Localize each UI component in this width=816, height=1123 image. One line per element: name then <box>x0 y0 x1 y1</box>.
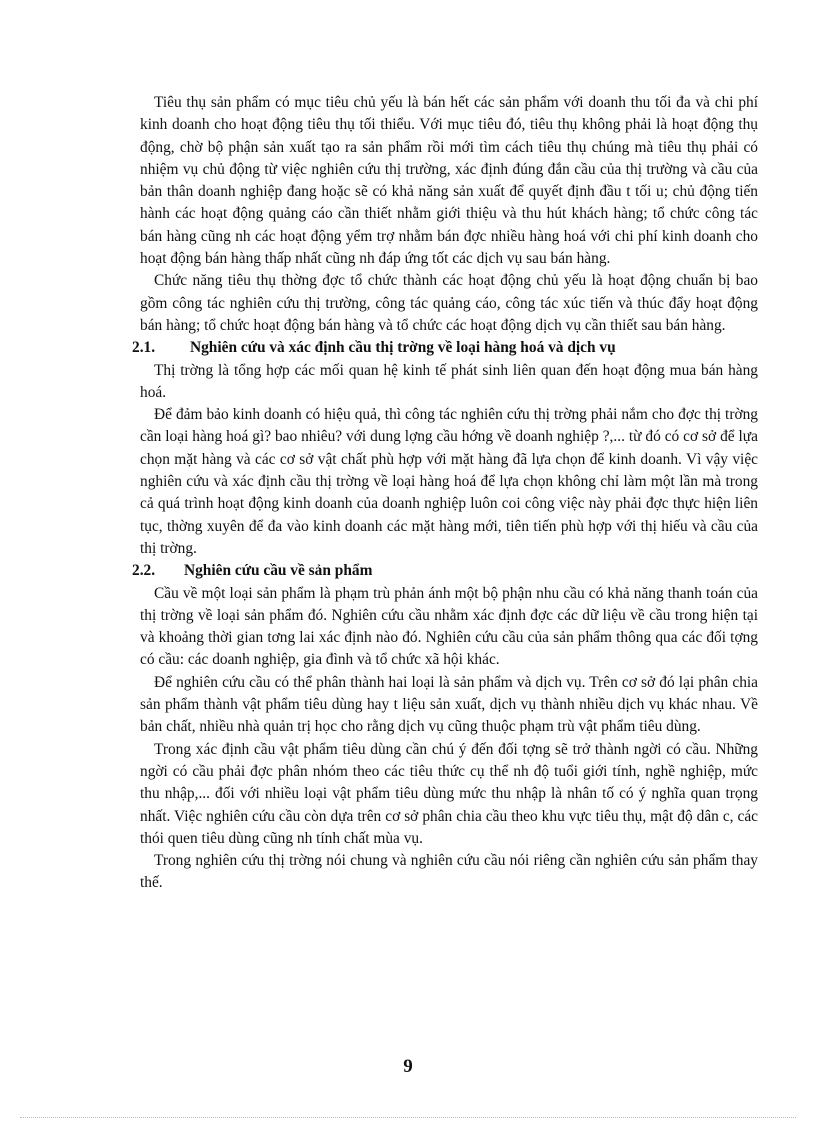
paragraph: Để nghiên cứu cầu có thể phân thành hai loại là sản phẩm và dịch vụ. Trên cơ sở đó lại phân chia sản phẩm thành vật phẩm tiêu dùng hay t liệu sản xuất, dịch vụ thành nhiều dịch vụ khác nhau. Về bản chất, nhiều nhà quản trị học cho rằng dịch vụ cũng thuộc phạm trù vật phẩm tiêu dùng. <box>140 673 758 736</box>
paragraph: Tiêu thụ sản phẩm có mục tiêu chủ yếu là bán hết các sản phẩm với doanh thu tối đa và chi phí kinh doanh cho hoạt động tiêu thụ tối thiểu. Với mục tiêu đó, tiêu thụ không phải là hoạt động thụ động, chờ bộ phận sản xuất tạo ra sản phẩm rồi mới tìm cách tiêu thụ chúng mà tiêu thụ phải có nhiệm vụ chủ động từ việc nghiên cứu thị trường, xác định đúng đắn cầu của thị trường và cầu của bản thân doanh nghiệp đang hoặc sẽ có khả năng sản xuất để quyết định đầu t tối u; chủ động tiến hành các hoạt động quảng cáo cần thiết nhằm giới thiệu và thu hút khách hàng; tổ chức công tác bán hàng cũng nh các hoạt động yểm trợ nhằm bán đợc nhiều hàng hoá với chi phí kinh doanh cho hoạt động bán hàng thấp nhất cũng nh đáp ứng tốt các dịch vụ sau bán hàng. <box>140 94 758 268</box>
section-heading-2-2 <box>132 560 758 582</box>
paragraph: Thị trờng là tổng hợp các mối quan hệ kinh tế phát sinh liên quan đến hoạt động mua bán hàng hoá. <box>140 361 758 401</box>
paragraph: Trong xác định cầu vật phẩm tiêu dùng cần chú ý đến đối tợng sẽ trở thành ngời có cầu. Những ngời có cầu phải đợc phân nhóm theo các tiêu thức cụ thể nh độ tuổi giới tính, nghề nghiệp, mức thu nhập,... đối với nhiều loại vật phẩm tiêu dùng mức thu nhập là nhân tố có ý nghĩa quan trọng nhất. Việc nghiên cứu cầu còn dựa trên cơ sở phân chia cầu theo khu vực tiêu thụ, mật độ dân c, các thói quen tiêu dùng cũng nh tính chất mùa vụ. <box>140 740 758 847</box>
section-number: 2.2. <box>132 562 156 580</box>
page-number: 9 <box>403 1056 413 1077</box>
paragraph: Trong nghiên cứu thị trờng nói chung và nghiên cứu cầu nói riêng cần nghiên cứu sản phẩm thay thế. <box>140 852 758 892</box>
paragraph: Chức năng tiêu thụ thờng đợc tổ chức thành các hoạt động chủ yếu là hoạt động chuẩn bị bao gồm công tác nghiên cứu thị trường, công tác quảng cáo, công tác xúc tiến và thúc đẩy hoạt động bán hàng; tổ chức hoạt động bán hàng và tổ chức các hoạt động dịch vụ cần thiết sau bán hàng. <box>140 272 758 334</box>
section-number: 2.1. <box>132 339 156 357</box>
paragraph: Cầu về một loại sản phẩm là phạm trù phản ánh một bộ phận nhu cầu có khả năng thanh toán của thị trờng về loại sản phẩm đó. Nghiên cứu cầu nhằm xác định đợc các dữ liệu về cầu trong hiện tại và khoảng thời gian tơng lai xác định nào đó. Nghiên cứu cầu của sản phẩm thông qua các đối tợng có cầu: các doanh nghiệp, gia đình và tổ chức xã hội khác. <box>140 584 758 669</box>
document-body <box>132 92 758 895</box>
section-title: Nghiên cứu cầu về sản phẩm <box>184 562 373 580</box>
paragraph: Để đảm bảo kinh doanh có hiệu quả, thì công tác nghiên cứu thị trờng phải nắm cho đợc thị trờng cần loại hàng hoá gì? bao nhiêu? với dung lợng cầu hớng về doanh nghiệp ?,... từ đó có cơ sở để lựa chọn mặt hàng và các cơ sở vật chất phù hợp với mặt hàng đã lựa chọn để kinh doanh. Vì vậy việc nghiên cứu và xác định cầu thị trờng về loại hàng hoá để lựa chọn không chỉ làm một lần mà trong cả quá trình hoạt động kinh doanh của doanh nghiệp luôn coi công việc này phải đợc thực hiện liên tục, thờng xuyên để đa vào kinh doanh các mặt hàng mới, tiên tiến phù hợp với thị hiếu và cầu của thị trờng. <box>140 406 758 557</box>
section-title: Nghiên cứu và xác định cầu thị trờng về loại hàng hoá và dịch vụ <box>190 339 616 357</box>
section-heading-2-1 <box>132 337 758 359</box>
page-bottom-divider <box>20 1117 796 1118</box>
